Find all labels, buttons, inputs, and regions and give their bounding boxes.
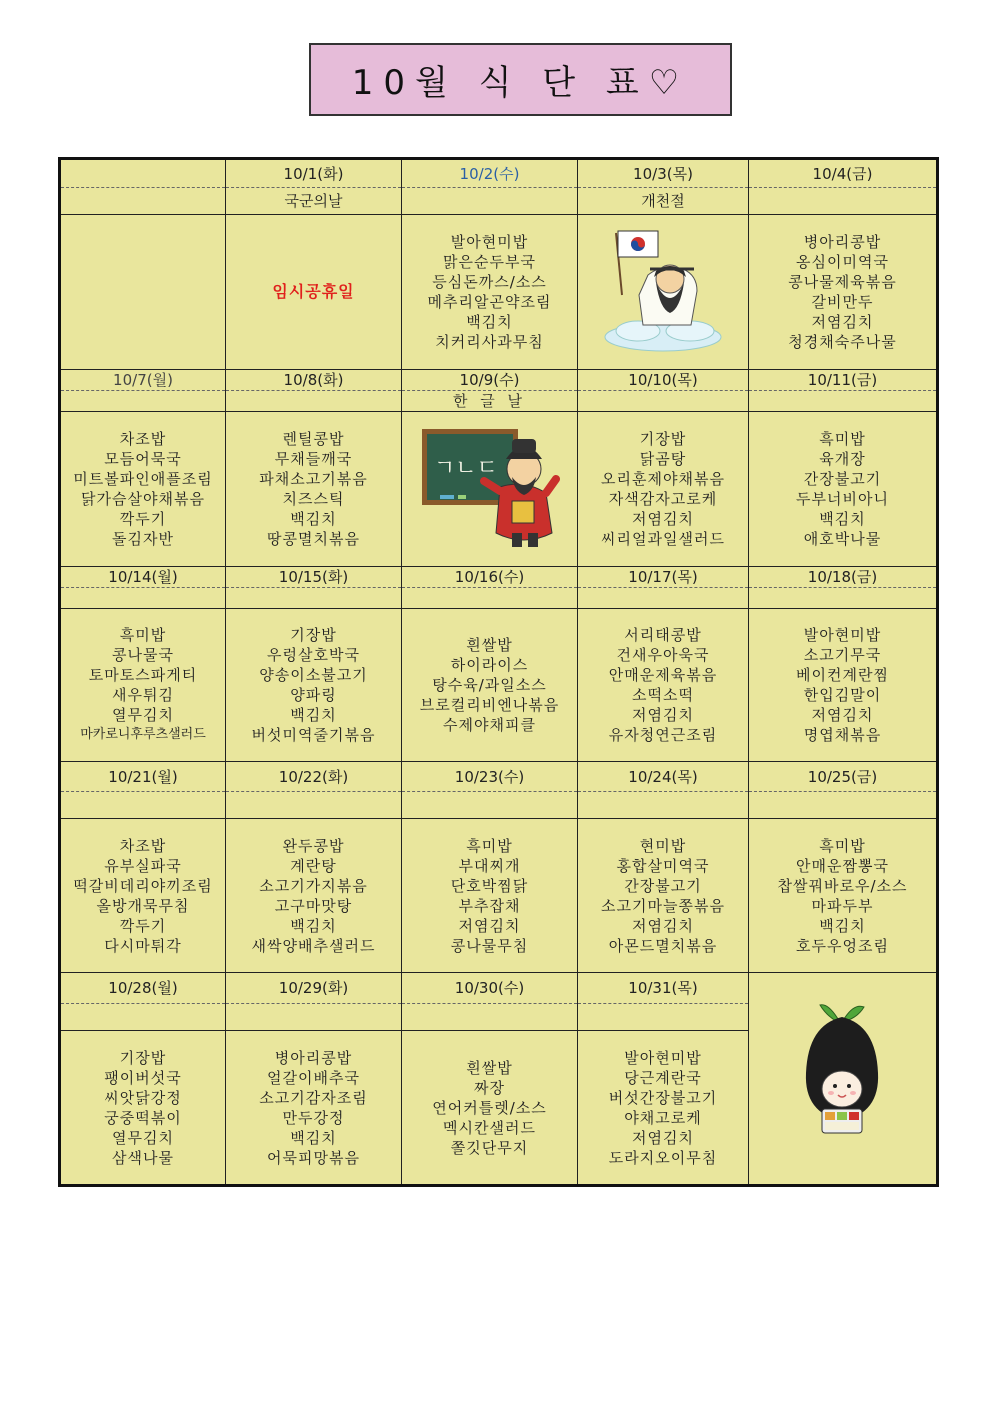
menu-item: 흑미밥 xyxy=(819,430,866,448)
menu-item: 차조밥 xyxy=(119,430,167,448)
menu-item: 백김치 xyxy=(290,510,337,528)
menu-item: 멕시칸샐러드 xyxy=(443,1118,536,1137)
menu-item: 찹쌀꿔바로우/소스 xyxy=(777,876,908,895)
menu-item: 닭가슴살야채볶음 xyxy=(81,490,205,508)
menu-item: 홍합살미역국 xyxy=(616,856,710,875)
week-4-dates-row xyxy=(60,762,938,792)
event-cell xyxy=(578,588,749,609)
event-cell xyxy=(749,188,938,215)
menu-item: 한입김말이 xyxy=(803,686,882,704)
menu-item: 흑미밥 xyxy=(119,626,167,644)
menu-item: 단호박찜닭 xyxy=(450,876,529,895)
event-cell: 한 글 날 xyxy=(402,391,578,412)
menu-cell xyxy=(749,609,938,762)
menu-item: 깍두기 xyxy=(119,916,167,935)
menu-item: 짜장 xyxy=(474,1078,505,1097)
menu-item: 청경채숙주나물 xyxy=(788,333,897,351)
date-cell: 10/16(수) xyxy=(402,567,578,588)
menu-item: 백김치 xyxy=(466,313,513,331)
menu-cell xyxy=(578,609,749,762)
menu-item: 올방개묵무침 xyxy=(96,896,190,915)
menu-cell xyxy=(226,609,402,762)
event-cell xyxy=(749,792,938,819)
menu-item: 토마토스파게티 xyxy=(88,666,198,684)
menu-item: 흑미밥 xyxy=(466,836,513,855)
menu-item: 백김치 xyxy=(819,510,866,528)
date-cell: 10/2(수) xyxy=(402,159,578,188)
event-cell xyxy=(60,391,226,412)
menu-item: 저염김치 xyxy=(632,510,694,528)
menu-item: 콩나물무침 xyxy=(450,936,529,955)
menu-item: 두부너비아니 xyxy=(796,490,889,508)
menu-cell xyxy=(402,819,578,973)
menu-item: 씨앗닭강정 xyxy=(104,1088,182,1107)
menu-item: 우렁살호박국 xyxy=(267,646,360,664)
event-cell: 국군의날 xyxy=(226,188,402,215)
menu-item: 열무김치 xyxy=(112,706,174,724)
menu-item: 호두우엉조림 xyxy=(796,936,889,955)
menu-item: 현미밥 xyxy=(639,836,687,855)
menu-cell xyxy=(60,412,226,567)
menu-item: 부대찌개 xyxy=(458,856,521,875)
menu-item: 저염김치 xyxy=(811,706,874,724)
date-cell: 10/1(화) xyxy=(226,159,402,188)
menu-item: 기장밥 xyxy=(119,1048,167,1067)
menu-cell-empty xyxy=(60,215,226,370)
menu-item: 치커리사과무침 xyxy=(435,333,544,351)
menu-cell xyxy=(402,215,578,370)
menu-item: 미트볼파인애플조림 xyxy=(73,470,213,488)
menu-item: 메추리알곤약조림 xyxy=(427,293,552,311)
menu-cell xyxy=(578,412,749,567)
event-cell xyxy=(60,188,226,215)
week-4-events-row xyxy=(60,792,938,819)
week-2-events-row xyxy=(60,391,938,412)
date-cell: 10/29(화) xyxy=(226,973,402,1004)
event-cell xyxy=(749,391,938,412)
menu-item: 양파링 xyxy=(290,686,337,704)
menu-item: 백김치 xyxy=(290,1128,337,1147)
event-cell xyxy=(402,1004,578,1031)
menu-item: 얼갈이배추국 xyxy=(267,1068,360,1087)
menu-item: 백김치 xyxy=(290,916,337,935)
date-cell: 10/15(화) xyxy=(226,567,402,588)
menu-item: 탕수육/과일소스 xyxy=(432,676,547,694)
menu-item: 유자청연근조림 xyxy=(608,726,718,744)
menu-item: 기장밥 xyxy=(639,430,687,448)
date-cell: 10/9(수) xyxy=(402,370,578,391)
event-cell xyxy=(749,588,938,609)
menu-item: 저염김치 xyxy=(811,313,874,331)
menu-item: 버섯미역줄기볶음 xyxy=(251,726,376,744)
menu-item: 소고기가지볶음 xyxy=(259,876,368,895)
event-cell xyxy=(226,391,402,412)
menu-item: 콩나물제육볶음 xyxy=(788,273,897,291)
date-cell: 10/30(수) xyxy=(402,973,578,1004)
menu-item: 브로컬리비엔나볶음 xyxy=(419,696,560,714)
king-sejong-chalkboard-illustration xyxy=(420,417,560,557)
menu-cell xyxy=(226,412,402,567)
menu-item: 자색감자고로케 xyxy=(608,490,718,508)
menu-item: 베이컨계란찜 xyxy=(796,666,889,684)
date-cell: 10/23(수) xyxy=(402,762,578,792)
week-3-dates-row xyxy=(60,567,938,588)
week-5-dates-row xyxy=(60,973,938,1004)
menu-item: 흑미밥 xyxy=(819,836,866,855)
menu-cell xyxy=(402,1031,578,1186)
menu-item: 마파두부 xyxy=(811,896,874,915)
menu-item: 연어커틀렛/소스 xyxy=(432,1098,547,1117)
menu-cell xyxy=(226,215,402,370)
week-3-menu-row xyxy=(60,609,938,762)
menu-item: 양송이소불고기 xyxy=(259,666,368,684)
week-1-events-row xyxy=(60,188,938,215)
event-cell xyxy=(402,792,578,819)
menu-item: 하이라이스 xyxy=(450,656,529,674)
menu-item: 소고기마늘쫑볶음 xyxy=(601,896,725,915)
event-cell xyxy=(226,588,402,609)
date-cell: 10/24(목) xyxy=(578,762,749,792)
menu-item: 팽이버섯국 xyxy=(104,1068,182,1087)
date-cell: 10/18(금) xyxy=(749,567,938,588)
menu-item: 계란탕 xyxy=(290,856,337,875)
menu-item: 안매운짬뽕국 xyxy=(796,856,889,875)
event-cell xyxy=(578,1004,749,1031)
menu-item: 무채들깨국 xyxy=(274,450,353,468)
menu-item: 아몬드멸치볶음 xyxy=(608,936,718,955)
event-cell: 개천절 xyxy=(578,188,749,215)
menu-item: 궁중떡볶이 xyxy=(104,1108,182,1127)
menu-item: 치즈스틱 xyxy=(282,490,345,508)
menu-item: 간장불고기 xyxy=(803,470,882,488)
menu-cell xyxy=(749,215,938,370)
menu-item: 렌틸콩밥 xyxy=(282,430,345,448)
holiday-label: 임시공휴일 xyxy=(272,282,355,301)
menu-item: 씨리얼과일샐러드 xyxy=(601,530,725,548)
svg-text:ㄱㄴㄷ: ㄱㄴㄷ xyxy=(433,455,498,481)
menu-item: 유부실파국 xyxy=(104,856,182,875)
menu-item: 닭곰탕 xyxy=(639,450,687,468)
menu-item: 병아리콩밥 xyxy=(803,233,882,251)
event-cell xyxy=(578,391,749,412)
date-cell: 10/4(금) xyxy=(749,159,938,188)
eggplant-lunchbox-illustration xyxy=(798,1001,888,1151)
menu-cell xyxy=(402,609,578,762)
menu-cell xyxy=(60,819,226,973)
menu-item: 서리태콩밥 xyxy=(624,626,702,644)
menu-item: 버섯간장불고기 xyxy=(608,1088,718,1107)
menu-item: 맑은순두부국 xyxy=(443,253,536,271)
menu-item: 발아현미밥 xyxy=(803,626,882,644)
date-cell: 10/14(월) xyxy=(60,567,226,588)
menu-item: 당근계란국 xyxy=(624,1068,702,1087)
menu-item: 다시마튀각 xyxy=(104,936,182,955)
menu-item: 소떡소떡 xyxy=(632,686,694,704)
date-cell: 10/21(월) xyxy=(60,762,226,792)
menu-item: 발아현미밥 xyxy=(624,1048,702,1067)
week-4-menu-row xyxy=(60,819,938,973)
menu-item: 새우튀김 xyxy=(112,686,174,704)
menu-item: 만두강정 xyxy=(282,1108,345,1127)
menu-cell xyxy=(226,1031,402,1186)
menu-item: 기장밥 xyxy=(290,626,337,644)
eggplant-illustration-cell xyxy=(749,973,938,1186)
event-cell xyxy=(60,588,226,609)
menu-item: 떡갈비데리야끼조림 xyxy=(73,876,213,895)
menu-item: 땅콩멸치볶음 xyxy=(267,530,360,548)
menu-item: 콩나물국 xyxy=(112,646,174,664)
menu-cell xyxy=(578,1031,749,1186)
menu-item: 백김치 xyxy=(290,706,337,724)
menu-item: 발아현미밥 xyxy=(450,233,529,251)
page-title: 10월 식 단 표♡ xyxy=(309,43,732,116)
king-sejong-illustration-cell xyxy=(402,412,578,567)
menu-item: 흰쌀밥 xyxy=(466,1058,513,1077)
event-cell xyxy=(226,792,402,819)
menu-item: 야채고로케 xyxy=(624,1108,702,1127)
date-cell: 10/7(월) xyxy=(60,370,226,391)
menu-item: 완두콩밥 xyxy=(282,836,345,855)
menu-item: 건새우아욱국 xyxy=(616,646,710,664)
dangun-illustration-cell xyxy=(578,215,749,370)
date-cell: 10/28(월) xyxy=(60,973,226,1004)
menu-item: 도라지오이무침 xyxy=(608,1148,718,1167)
event-cell xyxy=(578,792,749,819)
menu-item: 간장불고기 xyxy=(624,876,702,895)
menu-calendar-table xyxy=(58,157,939,1187)
menu-cell xyxy=(749,819,938,973)
menu-item: 차조밥 xyxy=(119,836,167,855)
date-cell: 10/31(목) xyxy=(578,973,749,1004)
menu-item: 애호박나물 xyxy=(803,530,882,548)
menu-item: 새싹양배추샐러드 xyxy=(251,936,376,955)
menu-cell xyxy=(226,819,402,973)
menu-cell xyxy=(60,1031,226,1186)
date-cell: 10/17(목) xyxy=(578,567,749,588)
menu-item: 저염김치 xyxy=(632,706,694,724)
menu-item: 삼색나물 xyxy=(112,1148,174,1167)
event-cell xyxy=(402,588,578,609)
date-cell xyxy=(60,159,226,188)
menu-item: 소고기감자조림 xyxy=(259,1088,368,1107)
event-cell xyxy=(226,1004,402,1031)
menu-item: 저염김치 xyxy=(632,916,694,935)
menu-item: 파채소고기볶음 xyxy=(259,470,368,488)
week-3-events-row xyxy=(60,588,938,609)
menu-item: 옹심이미역국 xyxy=(796,253,889,271)
date-cell: 10/10(목) xyxy=(578,370,749,391)
week-1-dates-row xyxy=(60,159,938,188)
menu-item: 안매운제육볶음 xyxy=(608,666,718,684)
date-cell: 10/25(금) xyxy=(749,762,938,792)
menu-item: 흰쌀밥 xyxy=(466,636,513,654)
menu-item: 저염김치 xyxy=(632,1128,694,1147)
menu-item: 쫄깃단무지 xyxy=(450,1138,529,1157)
menu-item: 명엽채볶음 xyxy=(803,726,882,744)
week-1-menu-row xyxy=(60,215,938,370)
menu-item: 등심돈까스/소스 xyxy=(432,273,547,291)
menu-item: 수제야채피클 xyxy=(443,716,536,734)
menu-item: 마카로니후루츠샐러드 xyxy=(80,727,206,742)
menu-item: 저염김치 xyxy=(458,916,521,935)
menu-item: 돌김자반 xyxy=(112,530,174,548)
menu-item: 소고기무국 xyxy=(803,646,882,664)
menu-cell xyxy=(60,609,226,762)
week-2-dates-row xyxy=(60,370,938,391)
menu-cell xyxy=(749,412,938,567)
menu-item: 깍두기 xyxy=(119,510,167,528)
date-cell: 10/22(화) xyxy=(226,762,402,792)
dangun-flag-illustration xyxy=(598,225,728,355)
event-cell xyxy=(402,188,578,215)
menu-item: 오리훈제야채볶음 xyxy=(601,470,725,488)
date-cell: 10/3(목) xyxy=(578,159,749,188)
event-cell xyxy=(60,792,226,819)
menu-item: 고구마맛탕 xyxy=(274,896,353,915)
menu-item: 갈비만두 xyxy=(811,293,874,311)
menu-item: 부추잡채 xyxy=(458,896,521,915)
menu-item: 백김치 xyxy=(819,916,866,935)
menu-item: 모듬어묵국 xyxy=(104,450,182,468)
menu-item: 어묵피망볶음 xyxy=(267,1148,360,1167)
menu-cell xyxy=(578,819,749,973)
date-cell: 10/8(화) xyxy=(226,370,402,391)
menu-item: 열무김치 xyxy=(112,1128,174,1147)
week-2-menu-row xyxy=(60,412,938,567)
menu-item: 병아리콩밥 xyxy=(274,1048,353,1067)
event-cell xyxy=(60,1004,226,1031)
menu-item: 육개장 xyxy=(819,450,866,468)
date-cell: 10/11(금) xyxy=(749,370,938,391)
